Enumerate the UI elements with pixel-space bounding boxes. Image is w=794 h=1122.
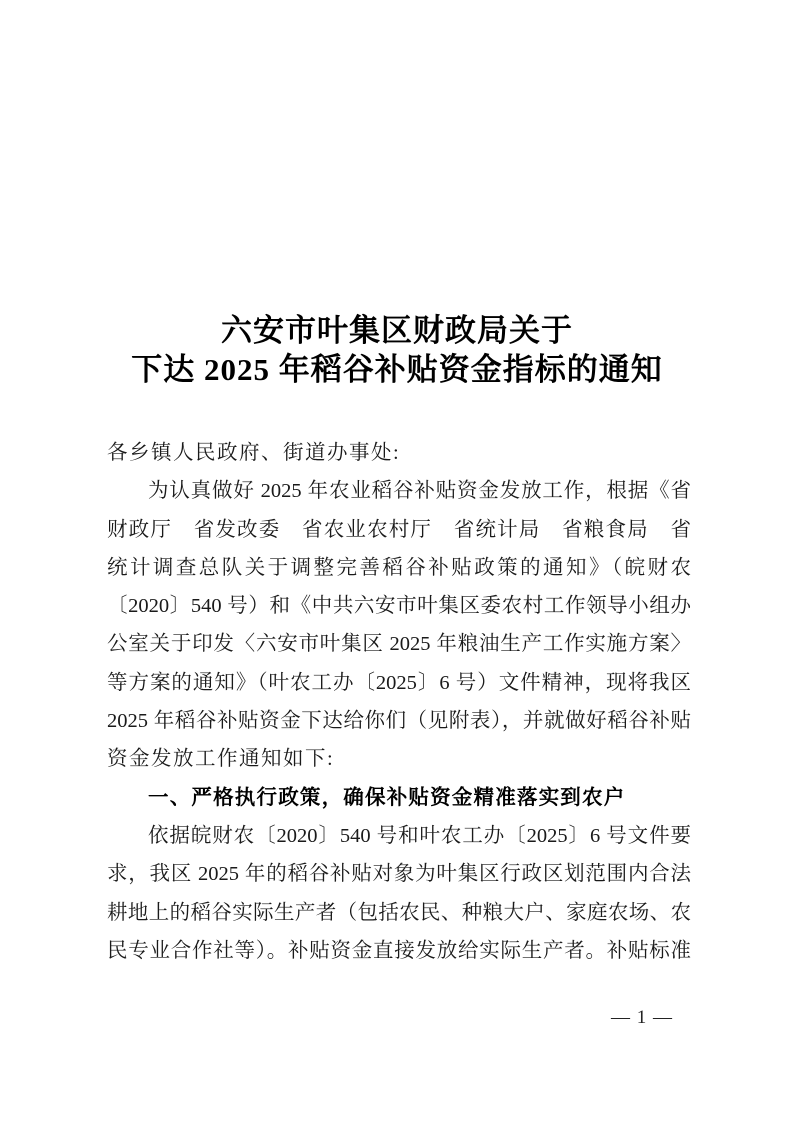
body-line: 等方案的通知》（叶农工办〔2025〕6 号）文件精神，现将我区 (107, 671, 691, 694)
body-line: 公室关于印发〈六安市叶集区 2025 年粮油生产工作实施方案〉 (107, 633, 691, 656)
body-line: 求，我区 2025 年的稻谷补贴对象为叶集区行政区划范围内合法 (107, 863, 691, 886)
document-title (0, 311, 794, 389)
body-line-agencies: 财政厅 省发改委 省农业农村厅 省统计局 省粮食局 省 (107, 518, 691, 541)
document-title-line-1: 六安市叶集区财政局关于 (221, 313, 573, 348)
body-line: 耕地上的稻谷实际生产者（包括农民、种粮大户、家庭农场、农 (107, 901, 691, 924)
body-line: 资金发放工作通知如下: (107, 748, 335, 771)
body-line: 民专业合作社等）。补贴资金直接发放给实际生产者。补贴标准 (107, 939, 691, 962)
body-line: 统计调查总队关于调整完善稻谷补贴政策的通知》（皖财农 (107, 556, 691, 579)
body-line: 为认真做好 2025 年农业稻谷补贴资金发放工作，根据《省 (148, 480, 691, 503)
body-line: 依据皖财农〔2020〕540 号和叶农工办〔2025〕6 号文件要 (148, 824, 691, 847)
salutation-line: 各乡镇人民政府、街道办事处: (107, 442, 401, 464)
document-title-line-2: 下达 2025 年稻谷补贴资金指标的通知 (131, 352, 663, 387)
section-heading: 一、严格执行政策，确保补贴资金精准落实到农户 (148, 785, 626, 809)
page-number: — 1 — (611, 1007, 673, 1028)
body-line: 2025 年稻谷补贴资金下达给你们（见附表），并就做好稻谷补贴 (107, 710, 691, 733)
body-line: 〔2020〕540 号）和《中共六安市叶集区委农村工作领导小组办 (107, 595, 691, 618)
document-body (107, 434, 691, 970)
